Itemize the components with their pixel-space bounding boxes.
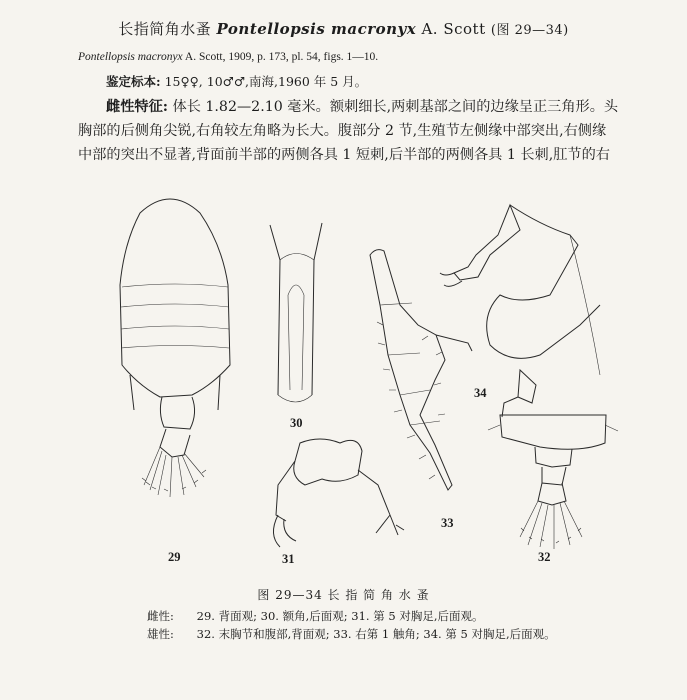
fig-30-number: 30 bbox=[290, 416, 303, 430]
specimen-text: 15♀♀, 10♂♂,南海,1960 年 5 月。 bbox=[164, 74, 368, 89]
caption-male bbox=[147, 626, 556, 642]
fig-32-number: 32 bbox=[538, 550, 551, 564]
citation-reference: A. Scott, 1909, p. 173, pl. 54, figs. 1—10. bbox=[184, 51, 379, 63]
fig-30-drawing bbox=[270, 223, 322, 402]
species-title bbox=[0, 18, 687, 39]
fig-31-drawing bbox=[273, 439, 404, 547]
fig-29-number: 29 bbox=[168, 550, 181, 564]
chinese-name: 长指简角水蚤 bbox=[118, 20, 212, 38]
description-text-1: 体长 1.82—2.10 毫米。额刺细长,两刺基部之间的边缘呈正三角形。头 bbox=[172, 99, 619, 115]
caption-male-label: 雄性: bbox=[147, 627, 174, 641]
fig-32-drawing bbox=[488, 415, 618, 549]
caption-female-label: 雌性: bbox=[147, 609, 174, 623]
figure-plate bbox=[100, 185, 640, 580]
specimen-label: 鉴定标本: bbox=[106, 74, 161, 89]
description-line-1 bbox=[78, 95, 658, 119]
female-description bbox=[78, 95, 658, 167]
figure-reference: (图 29—34) bbox=[490, 23, 569, 38]
description-label: 雌性特征: bbox=[106, 99, 168, 115]
scientific-name: Pontellopsis macronyx bbox=[216, 20, 417, 38]
fig-29-drawing bbox=[120, 199, 230, 497]
figure-caption: 图 29—34 长 指 简 角 水 蚤 bbox=[257, 588, 430, 602]
fig-33-drawing bbox=[370, 250, 472, 490]
caption-female bbox=[147, 608, 484, 624]
fig-34-drawing bbox=[440, 205, 600, 417]
caption-female-text: 29. 背面观; 30. 额角,后面观; 31. 第 5 对胸足,后面观。 bbox=[196, 609, 484, 623]
fig-31-number: 31 bbox=[282, 552, 295, 566]
fig-34-number: 34 bbox=[474, 386, 487, 400]
author: A. Scott bbox=[421, 20, 486, 38]
caption-male-text: 32. 末胸节和腹部,背面观; 33. 右第 1 触角; 34. 第 5 对胸足,后面观。 bbox=[196, 627, 556, 641]
citation-scientific-name: Pontellopsis macronyx bbox=[78, 51, 183, 63]
citation bbox=[78, 51, 378, 63]
description-line-2: 胸部的后侧角尖锐,右角较左角略为长大。腹部分 2 节,生殖节左侧缘中部突出,右侧缘 bbox=[78, 123, 607, 139]
fig-33-number: 33 bbox=[441, 516, 454, 530]
description-line-3: 中部的突出不显著,背面前半部的两侧各具 1 短刺,后半部的两侧各具 1 长刺,肛节的右 bbox=[78, 147, 610, 163]
specimen-info bbox=[106, 72, 367, 90]
